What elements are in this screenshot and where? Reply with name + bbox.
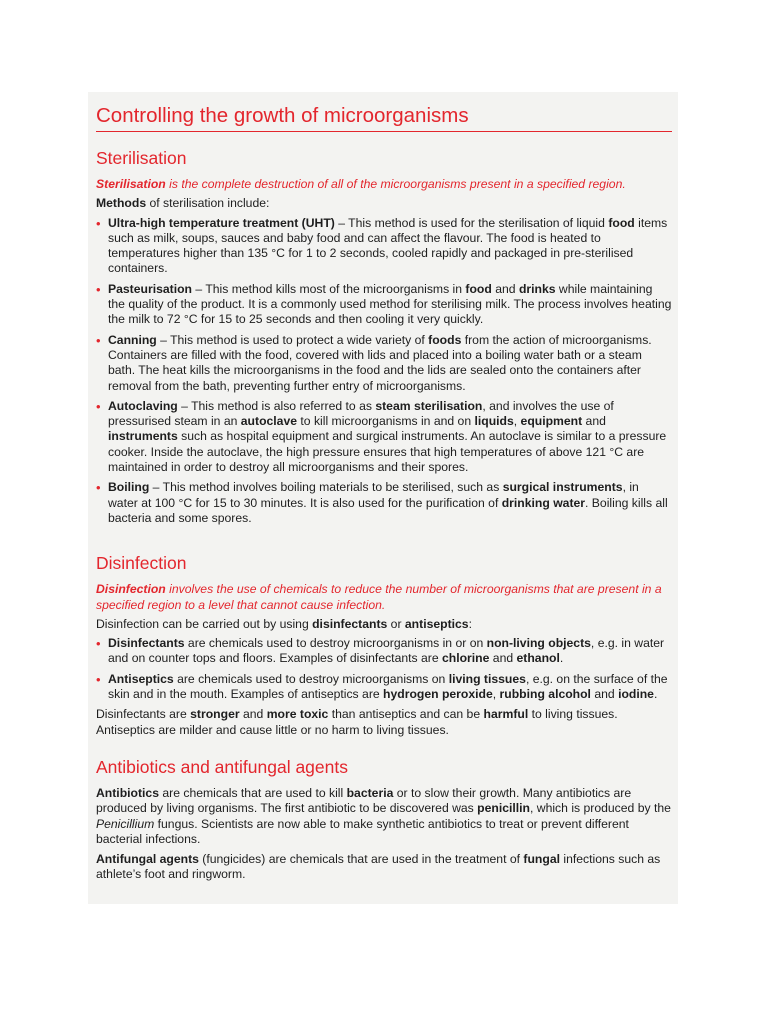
disinfection-intro: Disinfection can be carried out by using disinfectants or antiseptics: <box>96 616 472 631</box>
list-item-antiseptics: • Antiseptics are chemicals used to destroy microorganisms on living tissues, e.g. on the surface of the skin and in the mouth. Examples of antiseptics are hydrogen peroxide, rubbing alcohol and iodine. <box>96 672 672 703</box>
disinfection-comparison: Disinfectants are stronger and more toxic than antiseptics and can be harmful to living tissues. Antiseptics are milder and cause little or no harm to living tissues. <box>96 707 618 737</box>
sterilisation-methods-list <box>96 216 672 527</box>
list-item-boiling: • Boiling – This method involves boiling materials to be sterilised, such as surgical instruments, in water at 100 °C for 15 to 30 minutes. It is also used for the purification of drinking water. Boiling kills all bacteria and some spores. <box>96 480 672 526</box>
disinfection-definition: Disinfection involves the use of chemicals to reduce the number of microorganisms that are present in a specified region to a level that cannot cause infection. <box>96 582 662 612</box>
list-item-autoclaving: • Autoclaving – This method is also referred to as steam sterilisation, and involves the use of pressurised steam in an autoclave to kill microorganisms in and on liquids, equipment and instruments such as hospital equipment and surgical instruments. An autoclave is similar to a pressure cooker. Inside the autoclave, the high pressure ensures that high temperatures of above 121 °C are maintained in order to destroy all microorganisms and their spores. <box>96 399 672 475</box>
sterilisation-definition: Sterilisation is the complete destruction of all of the microorganisms present in a specified region. <box>96 177 626 191</box>
document-page <box>88 92 678 904</box>
methods-intro: Methods of sterilisation include: <box>96 196 270 211</box>
antifungal-paragraph: Antifungal agents (fungicides) are chemicals that are used in the treatment of fungal infections such as athlete’s foot and ringworm. <box>96 852 661 882</box>
heading-antibiotics: Antibiotics and antifungal agents <box>96 756 348 777</box>
list-item-pasteurisation: • Pasteurisation – This method kills most of the microorganisms in food and drinks while maintaining the quality of the product. It is a commonly used method for sterilising milk. The process involves heating the milk to 72 °C for 15 to 25 seconds and then cooling it very quickly. <box>96 282 672 328</box>
heading-sterilisation: Sterilisation <box>96 148 187 168</box>
antibiotics-paragraph: Antibiotics are chemicals that are used to kill bacteria or to slow their growth. Many antibiotics are produced by living organisms. The first antibiotic to be discovered was penicillin, which is produced by the Penicillium fungus. Scientists are now able to make synthetic antibiotics to treat or prevent different bacterial infections. <box>96 785 671 846</box>
disinfection-list <box>96 636 672 702</box>
page-content <box>96 104 672 883</box>
heading-disinfection: Disinfection <box>96 553 187 574</box>
list-item-uht: • Ultra-high temperature treatment (UHT) – This method is used for the sterilisation of liquid food items such as milk, soups, sauces and baby food and can affect the flavour. The food is heated to temperatures higher than 135 °C for 1 to 2 seconds, cooled rapidly and packaged in pre-sterilised containers. <box>96 216 672 277</box>
list-item-canning: • Canning – This method is used to protect a wide variety of foods from the action of microorganisms. Containers are filled with the food, covered with lids and placed into a boiling water bath or a steam bath. The heat kills the microorganisms in the food and the lids are sealed onto the containers after removal from the bath, preventing further entry of microorganisms. <box>96 333 672 394</box>
list-item-disinfectants: • Disinfectants are chemicals used to destroy microorganisms in or on non-living objects, e.g. in water and on counter tops and floors. Examples of disinfectants are chlorine and ethanol. <box>96 636 672 667</box>
page-title: Controlling the growth of microorganisms <box>96 104 672 132</box>
